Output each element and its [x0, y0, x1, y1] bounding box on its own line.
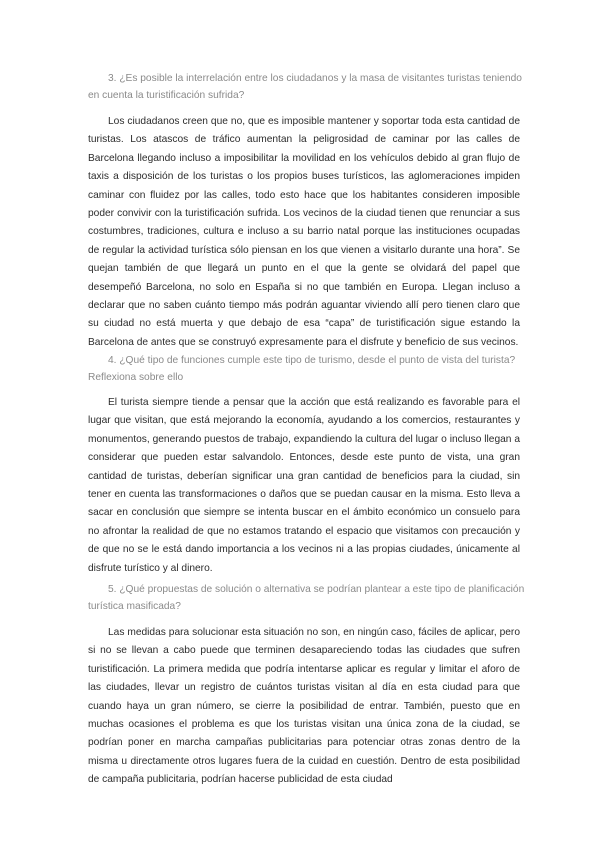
- answer-3: Los ciudadanos creen que no, que es imposible mantener y soportar toda esta cantidad de turistas. Los atascos de tráfico aumentan la peligrosidad de caminar por las calles de Barcelona llegando incluso a imposibilitar la movilidad en los vehículos debido al gran flujo de taxis a disposición de los turistas o los propios buses turísticos, las aglomeraciones impiden caminar con fluidez por las calles, todo esto hace que los habitantes consideren imposible poder convivir con la turistificación sufrida. Los vecinos de la ciudad tienen que renunciar a sus costumbres, tradiciones, cultura e incluso a su barrio natal porque las instituciones ocupadas de regular la actividad turística sólo piensan en los que vienen a visitarlo durante una hora”. Se quejan también de que llegará un punto en el que la gente se olvidará del papel que desempeñó Barcelona, no solo en España si no que también en Europa. Llegan incluso a declarar que no saben cuánto tiempo más podrán aguantar viviendo allí pero tienen claro que su ciudad no está muerta y que debajo de esa “capa” de turistificación sigue estando la Barcelona de antes que se construyó expresamente para el disfrute y beneficio de sus vecinos.: [88, 116, 520, 348]
- answer-5: Las medidas para solucionar esta situación no son, en ningún caso, fáciles de aplicar, pero si no se llevan a cabo puede que terminen desapareciendo todas las ciudades que sufren turistificación. La primera medida que podría intentarse aplicar es regular y limitar el aforo de las ciudades, llevar un registro de cuántos turistas visitan al día en esta ciudad para que cuando haya un gran número, se cierre la posibilidad de entrar. También, puesto que en muchas ocasiones el problema es que los turistas visitan una única zona de la ciudad, se podrían poner en marcha campañas publicitarias para potenciar otras zonas dentro de la misma u directamente otros lugares fuera de la cuidad en cuestión. Dentro de esta posibilidad de campaña publicitaria, podrían hacerse publicidad de esta ciudad: [88, 627, 520, 786]
- question-3: 3. ¿Es posible la interrelación entre los ciudadanos y la masa de visitantes turistas teniendo en cuenta la turistificación sufrida?: [88, 73, 522, 101]
- question-5: 5. ¿Qué propuestas de solución o alternativa se podrían plantear a este tipo de planificación turística masificada?: [88, 584, 525, 612]
- answer-4: El turista siempre tiende a pensar que la acción que está realizando es favorable para el lugar que visitan, que está mejorando la economía, ayudando a los comercios, restaurantes y monumentos, generando puestos de trabajo, expandiendo la cultura del lugar o incluso llegan a considerar que pueden estar salvandolo. Entonces, desde este punto de vista, una gran cantidad de turistas, deberían significar una gran cantidad de beneficios para la ciudad, sin tener en cuenta las transformaciones o daños que se puedan causar en la misma. Esto lleva a sacar en conclusión que siempre se intenta buscar en el ámbito económico un consuelo para no afrontar la realidad de que no estamos tratando el espacio que visitamos con precaución y de que no se le está dando importancia a los vecinos ni a las propias ciudades, únicamente al disfrute turístico y al dinero.: [88, 397, 520, 574]
- question-4: 4. ¿Qué tipo de funciones cumple este tipo de turismo, desde el punto de vista del turista? Reflexiona sobre ello: [88, 355, 516, 383]
